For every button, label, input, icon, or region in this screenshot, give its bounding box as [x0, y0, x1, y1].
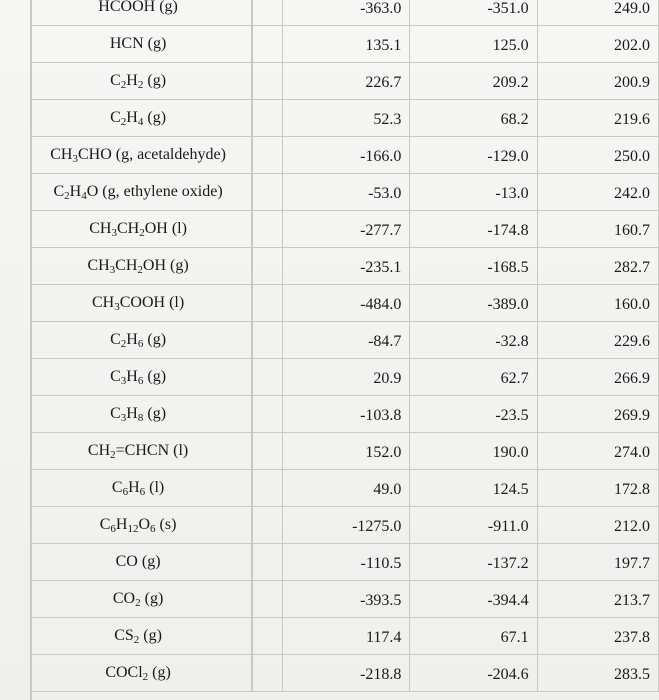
entropy-value: 274.0 [614, 444, 650, 461]
spacer-cell [252, 63, 282, 100]
compound-name: HCOOH (g) [31, 0, 253, 26]
entropy-value-cell [537, 470, 658, 507]
enthalpy-value-cell [282, 100, 410, 137]
enthalpy-value-cell [282, 211, 410, 248]
gibbs-energy-value-cell [410, 655, 537, 692]
enthalpy-value-cell [282, 359, 410, 396]
table-row [31, 396, 659, 433]
gibbs-energy-value: -394.4 [487, 592, 529, 609]
compound-name: $C_2H_4O$ (g, ethylene oxide) [31, 174, 253, 211]
enthalpy-value: 226.7 [365, 74, 402, 91]
spacer-cell [252, 285, 282, 322]
compound-name: $C_6H_{12}O_6$ (s) [31, 507, 253, 544]
enthalpy-value-cell [282, 26, 410, 63]
compound-name: $CS_2$ (g) [31, 618, 253, 655]
entropy-value-cell [537, 433, 658, 470]
table-row [31, 248, 659, 285]
compound-name: HCN (g) [31, 26, 253, 63]
spacer-cell [252, 470, 282, 507]
entropy-value: 219.6 [614, 111, 650, 128]
gibbs-energy-value-cell [410, 248, 537, 285]
table-row [31, 359, 659, 396]
enthalpy-value-cell [282, 63, 410, 100]
gibbs-energy-value-cell [410, 174, 537, 211]
table-row [31, 470, 659, 507]
gibbs-energy-value-cell [410, 396, 537, 433]
compound-name: $CH_2=CHCN$ (l) [31, 433, 253, 470]
enthalpy-value-cell [282, 285, 410, 322]
compound-name: $CH_3CH_2OH$ (l) [31, 211, 253, 248]
entropy-value-cell [537, 63, 658, 100]
table-row [31, 322, 659, 359]
compound-name: $C_3H_8$ (g) [31, 396, 253, 433]
table-row [31, 581, 659, 618]
entropy-value-cell [537, 285, 658, 322]
entropy-value: 160.7 [614, 222, 650, 239]
gibbs-energy-value-cell [410, 285, 537, 322]
table-row [31, 174, 659, 211]
enthalpy-value: 117.4 [365, 629, 402, 646]
enthalpy-value-cell [282, 618, 410, 655]
gibbs-energy-value: 62.7 [500, 370, 529, 387]
spacer-cell [252, 618, 282, 655]
spacer-cell [252, 396, 282, 433]
enthalpy-value: -484.0 [360, 296, 402, 313]
gibbs-energy-value-cell [410, 63, 537, 100]
entropy-value-cell [537, 655, 658, 692]
entropy-value-cell [537, 359, 658, 396]
thermodynamic-data-table [30, 0, 659, 692]
table-row [31, 137, 659, 174]
compound-name: $C_6H_6$ (l) [31, 470, 253, 507]
enthalpy-value: -363.0 [360, 0, 402, 17]
spacer-cell [252, 507, 282, 544]
entropy-value: 197.7 [614, 555, 650, 572]
entropy-value: 160.0 [614, 296, 650, 313]
enthalpy-value: -103.8 [360, 407, 402, 424]
gibbs-energy-value: 124.5 [492, 481, 529, 498]
entropy-value-cell [537, 211, 658, 248]
gibbs-energy-value: -168.5 [487, 259, 529, 276]
enthalpy-value-cell [282, 433, 410, 470]
gibbs-energy-value: 125.0 [492, 37, 529, 54]
spacer-cell [252, 211, 282, 248]
entropy-value: 202.0 [614, 37, 650, 54]
enthalpy-value-cell [282, 322, 410, 359]
entropy-value: 242.0 [614, 185, 650, 202]
table-row [31, 618, 659, 655]
spacer-cell [252, 359, 282, 396]
spacer-cell [252, 0, 282, 26]
compound-name: COCl$_2$ (g) [31, 655, 253, 692]
spacer-cell [252, 248, 282, 285]
enthalpy-value-cell [282, 396, 410, 433]
enthalpy-value-cell [282, 470, 410, 507]
gibbs-energy-value: 68.2 [500, 111, 529, 128]
spacer-cell [252, 26, 282, 63]
enthalpy-value: -1275.0 [352, 518, 402, 535]
enthalpy-value: 20.9 [373, 370, 402, 387]
entropy-value: 283.5 [614, 666, 650, 683]
compound-name: $C_2H_2$ (g) [31, 63, 253, 100]
spacer-cell [252, 137, 282, 174]
enthalpy-value-cell [282, 581, 410, 618]
compound-name: $C_2H_4$ (g) [31, 100, 253, 137]
gibbs-energy-value: -23.5 [495, 407, 529, 424]
compound-name: $CH_3CH_2OH$ (g) [31, 248, 253, 285]
table-row [31, 544, 659, 581]
compound-name: $CH_3COOH$ (l) [31, 285, 253, 322]
table-row [31, 63, 659, 100]
table-body [31, 0, 659, 692]
gibbs-energy-value: -204.6 [487, 666, 529, 683]
enthalpy-value: 152.0 [365, 444, 402, 461]
entropy-value-cell [537, 618, 658, 655]
enthalpy-value: 52.3 [373, 111, 402, 128]
table-row [31, 211, 659, 248]
entropy-value: 269.9 [614, 407, 650, 424]
entropy-value-cell [537, 507, 658, 544]
gibbs-energy-value: -351.0 [487, 0, 529, 17]
entropy-value-cell [537, 0, 658, 26]
gibbs-energy-value-cell [410, 26, 537, 63]
entropy-value: 172.8 [614, 481, 650, 498]
entropy-value-cell [537, 26, 658, 63]
enthalpy-value-cell [282, 0, 410, 26]
entropy-value-cell [537, 396, 658, 433]
spacer-cell [252, 433, 282, 470]
spacer-cell [252, 544, 282, 581]
entropy-value: 229.6 [614, 333, 650, 350]
enthalpy-value: 135.1 [365, 37, 402, 54]
compound-name: CO (g) [31, 544, 253, 581]
entropy-value-cell [537, 544, 658, 581]
compound-name: $CO_2$ (g) [31, 581, 253, 618]
gibbs-energy-value: -129.0 [487, 148, 529, 165]
entropy-value: 266.9 [614, 370, 650, 387]
table-row [31, 507, 659, 544]
gibbs-energy-value-cell [410, 322, 537, 359]
gibbs-energy-value-cell [410, 211, 537, 248]
entropy-value-cell [537, 174, 658, 211]
gibbs-energy-value-cell [410, 0, 537, 26]
enthalpy-value: -166.0 [360, 148, 402, 165]
enthalpy-value: -84.7 [368, 333, 402, 350]
entropy-value: 250.0 [614, 148, 650, 165]
entropy-value-cell [537, 137, 658, 174]
enthalpy-value-cell [282, 507, 410, 544]
spacer-cell [252, 322, 282, 359]
enthalpy-value: -235.1 [360, 259, 402, 276]
spacer-cell [252, 655, 282, 692]
gibbs-energy-value: -32.8 [495, 333, 529, 350]
enthalpy-value-cell [282, 248, 410, 285]
compound-name: $CH_3CHO$ (g, acetaldehyde) [31, 137, 253, 174]
compound-name: $C_3H_6$ (g) [31, 359, 253, 396]
spacer-cell [252, 174, 282, 211]
gibbs-energy-value-cell [410, 544, 537, 581]
gibbs-energy-value: 190.0 [492, 444, 529, 461]
enthalpy-value: -277.7 [360, 222, 402, 239]
table-row [31, 100, 659, 137]
entropy-value-cell [537, 248, 658, 285]
gibbs-energy-value-cell [410, 433, 537, 470]
entropy-value: 249.0 [614, 0, 650, 17]
enthalpy-value: -218.8 [360, 666, 402, 683]
enthalpy-value: -53.0 [368, 185, 402, 202]
entropy-value-cell [537, 322, 658, 359]
entropy-value: 212.0 [614, 518, 650, 535]
gibbs-energy-value: 209.2 [492, 74, 529, 91]
table-row [31, 285, 659, 322]
gibbs-energy-value: -174.8 [487, 222, 529, 239]
gibbs-energy-value-cell [410, 137, 537, 174]
entropy-value: 282.7 [614, 259, 650, 276]
entropy-value: 213.7 [614, 592, 650, 609]
spacer-cell [252, 581, 282, 618]
gibbs-energy-value: 67.1 [500, 629, 529, 646]
gibbs-energy-value-cell [410, 100, 537, 137]
enthalpy-value-cell [282, 174, 410, 211]
entropy-value-cell [537, 100, 658, 137]
gibbs-energy-value: -137.2 [487, 555, 529, 572]
gibbs-energy-value: -911.0 [487, 518, 529, 535]
enthalpy-value-cell [282, 137, 410, 174]
entropy-value: 200.9 [614, 74, 650, 91]
enthalpy-value-cell [282, 655, 410, 692]
enthalpy-value: -393.5 [360, 592, 402, 609]
spacer-cell [252, 100, 282, 137]
table-row [31, 433, 659, 470]
table-row [31, 655, 659, 692]
gibbs-energy-value: -389.0 [487, 296, 529, 313]
enthalpy-value: 49.0 [373, 481, 402, 498]
enthalpy-value-cell [282, 544, 410, 581]
gibbs-energy-value-cell [410, 359, 537, 396]
table-row [31, 26, 659, 63]
gibbs-energy-value-cell [410, 470, 537, 507]
gibbs-energy-value-cell [410, 618, 537, 655]
gibbs-energy-value-cell [410, 507, 537, 544]
gibbs-energy-value: -13.0 [495, 185, 529, 202]
table-row [31, 0, 659, 26]
entropy-value: 237.8 [614, 629, 650, 646]
gibbs-energy-value-cell [410, 581, 537, 618]
entropy-value-cell [537, 581, 658, 618]
compound-name: $C_2H_6$ (g) [31, 322, 253, 359]
enthalpy-value: -110.5 [360, 555, 402, 572]
